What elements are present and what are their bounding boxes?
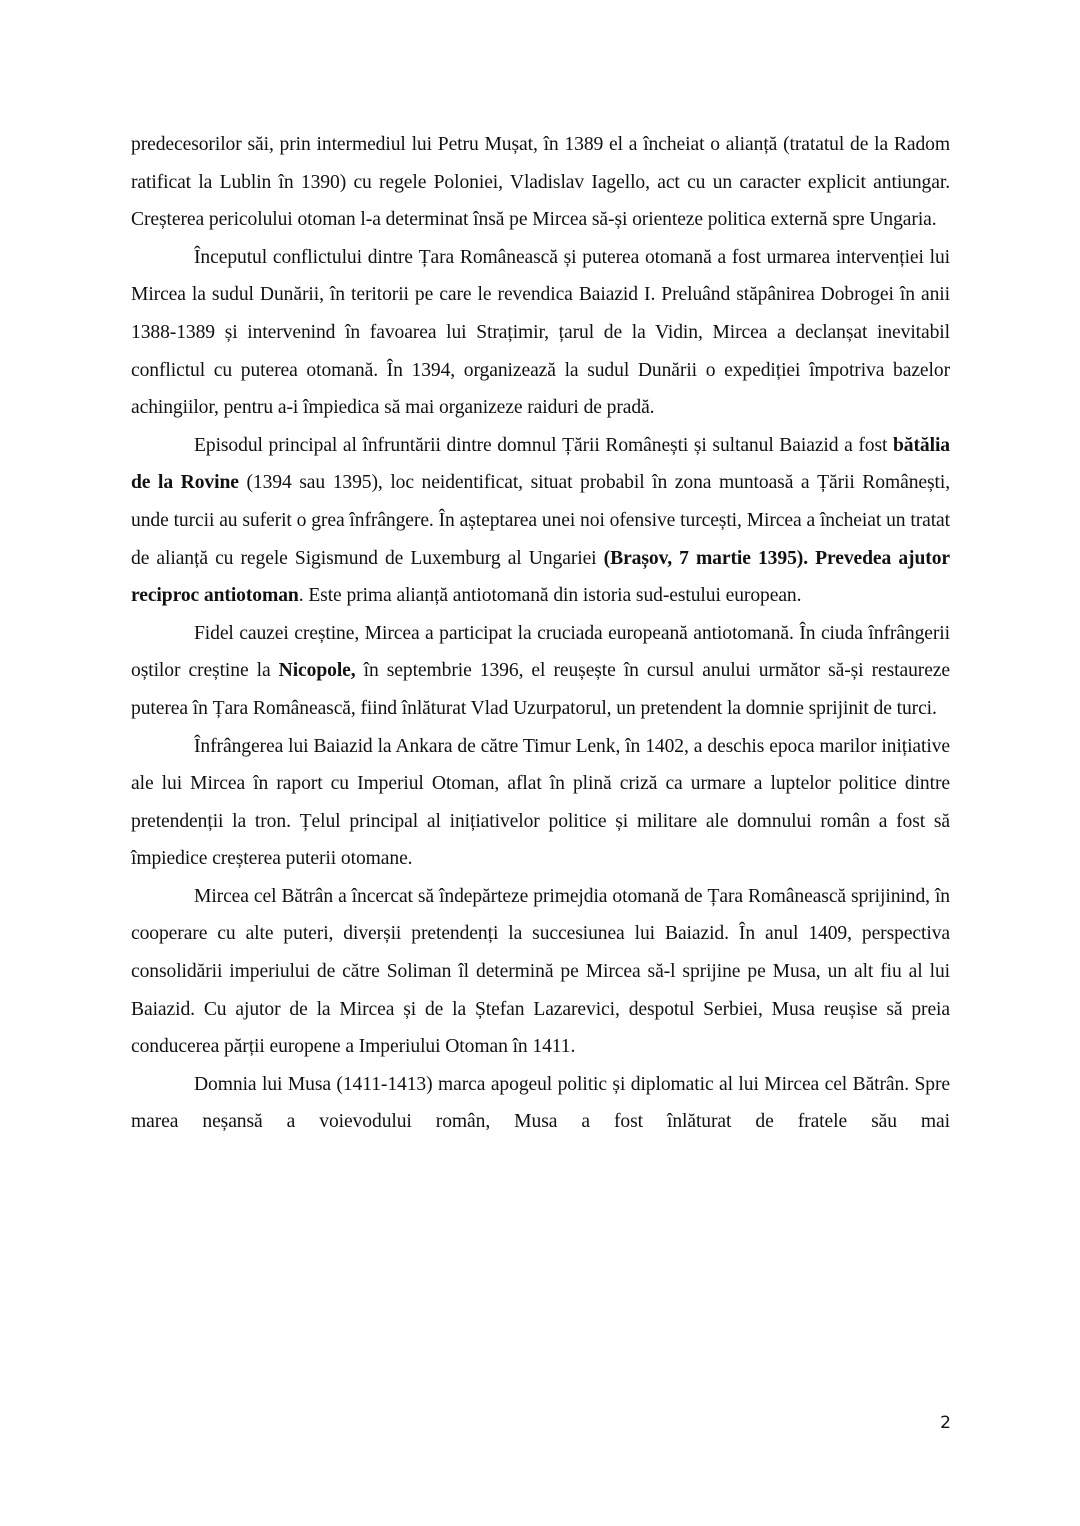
- paragraph-text: . Este prima alianță antiotomană din istoria sud-estului european.: [298, 585, 802, 607]
- paragraph-text: predecesorilor săi, prin intermediul lui Petru Mușat, în 1389 el a încheiat o alianță (tratatul de la Radom ratificat la Lublin în 1390) cu regele Poloniei, Vladislav Iagello, act cu un caracter explicit antiungar. Creșterea pericolului otoman l-a determinat însă pe Mircea să-și orienteze politica externă spre Ungaria.: [131, 134, 950, 231]
- paragraph-text: Înfrângerea lui Baiazid la Ankara de către Timur Lenk, în 1402, a deschis epoca marilor inițiative ale lui Mircea în raport cu Imperiul Otoman, aflat în plină criză ca urmare a luptelor politice dintre pretendenții la tron. Țelul principal al inițiativelor politice și militare ale domnului român a fost să împiedice creșterea puterii otomane.: [131, 735, 950, 870]
- paragraph-text: Domnia lui Musa (1411-1413) marca apogeul politic și diplomatic al lui Mircea cel Bătrân. Spre marea neșansă a voievodului român, Musa a fost înlăturat de fratele său mai: [131, 1073, 950, 1133]
- paragraph-7: [131, 1066, 950, 1141]
- paragraph-6: [131, 878, 950, 1066]
- paragraph-text: (1394 sau 1395), loc neidentificat, situat probabil în zona muntoasă a Țării Românești, unde turcii au suferit o grea înfrângere. În așteptarea unei noi ofensive turcești, Mircea a încheiat un tratat de alianță cu regele Sigismund de Luxemburg al Ungariei: [131, 472, 950, 569]
- paragraph-text: Începutul conflictului dintre Țara Românească și puterea otomană a fost urmarea intervenției lui Mircea la sudul Dunării, în teritorii pe care le revendica Baiazid I. Preluând stăpânirea Dobrogei în anii 1388-1389 și intervenind în favoarea lui Strațimir, țarul de la Vidin, Mircea a declanșat inevitabil conflictul cu puterea otomană. În 1394, organizează la sudul Dunării o expediției împotriva bazelor achingiilor, pentru a-i împiedica să mai organizeze raiduri de pradă.: [131, 246, 950, 419]
- paragraph-text: Episodul principal al înfruntării dintre domnul Țării Românești și sultanul Baiazid a fost: [194, 434, 893, 456]
- paragraph-5: [131, 728, 950, 878]
- paragraph-2: [131, 239, 950, 427]
- bold-phrase-nicopole: Nicopole,: [278, 660, 356, 682]
- bold-phrase-brasov-treaty: (Brașov, 7 martie 1395). Prevedea ajutor reciproc antiotoman: [131, 547, 950, 607]
- paragraph-1: [131, 126, 950, 239]
- paragraph-text: Mircea cel Bătrân a încercat să îndepărteze primejdia otomană de Țara Românească sprijinind, în cooperare cu alte puteri, diverșii pretendenți la succesiunea lui Baiazid. În anul 1409, perspectiva consolidării imperiului de către Soliman îl determină pe Mircea să-l sprijine pe Musa, un alt fiu al lui Baiazid. Cu ajutor de la Mircea și de la Ștefan Lazarevici, despotul Serbiei, Musa reușise să preia conducerea părții europene a Imperiului Otoman în 1411.: [131, 885, 950, 1058]
- paragraph-4: [131, 615, 950, 728]
- document-body: [131, 126, 950, 1141]
- paragraph-3: [131, 427, 950, 615]
- bold-phrase-rovine: bătălia de la Rovine: [131, 434, 950, 494]
- paragraph-text: Fidel cauzei creștine, Mircea a participat la cruciada europeană antiotomană. În ciuda înfrângerii oștilor creștine la: [131, 622, 950, 682]
- page-number: 2: [940, 1413, 951, 1433]
- paragraph-text: în septembrie 1396, el reușește în cursul anului următor să-și restaureze puterea în Țara Românească, fiind înlăturat Vlad Uzurpatorul, un pretendent la domnie sprijinit de turci.: [131, 660, 950, 719]
